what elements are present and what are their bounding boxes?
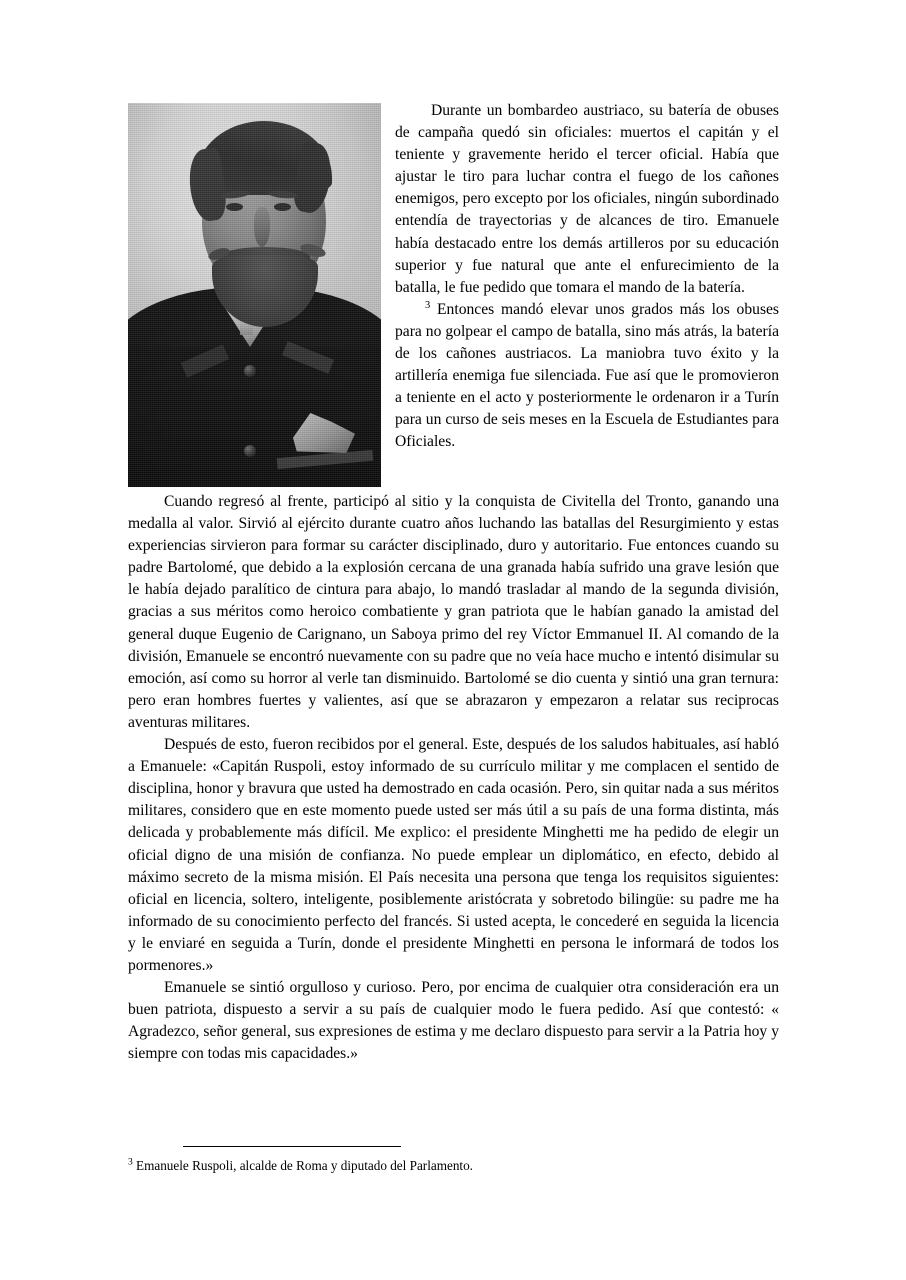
paragraph-3: Cuando regresó al frente, participó al sitio y la conquista de Civitella del Tronto, ganando una medalla al valor. Sirvió al ejército durante cuatro años luchando las batallas del Resurgimiento y estas experiencias sirvieron para formar su carácter disciplinado, duro y autoritario. Fue entonces cuando su padre Bartolomé, que debido a la explosión cercana de una granada había sufrido una grave lesión que le había dejado paralítico de cintura para abajo, lo mandó trasladar al mando de la segunda división, gracias a sus méritos como heroico combatiente y gran patriota que le habían ganado la amistad del general duque Eugenio de Carignano, un Saboya primo del rey Víctor Emmanuel II. Al comando de la división, Emanuele se encontró nuevamente con su padre que no veía hace mucho e intentó disimular su emoción, así como su horror al verle tan disminuido. Bartolomé se dio cuenta y sintió una gran ternura: pero eran hombres fuertes y valientes, así que se abrazaron y empezaron a relatar sus reciprocas aventuras militares. [128,493,779,731]
text-content-area [128,100,779,1065]
paragraph-1: Durante un bombardeo austriaco, su batería de obuses de campaña quedó sin oficiales: muertos el capitán y el teniente y gravemente herido el tercer oficial. Había que ajustar le tiro para luchar contra el fuego de los cañones enemigos, pero excepto por los oficiales, ningún subordinado entendía de trayectorias y de alcances de tiro. Emanuele había destacado entre los demás artilleros por su educación superior y fue natural que ante el enfurecimiento de la batalla, le fue pedido que tomara el mando de la batería. [395,102,779,296]
footnote-entry [128,1157,779,1175]
portrait-image [128,103,381,487]
footnote-text: Emanuele Ruspoli, alcalde de Roma y diputado del Parlamento. [132,1158,473,1173]
footnote-reference-3[interactable]: 3 [425,299,431,311]
paragraph-4: Después de esto, fueron recibidos por el general. Este, después de los saludos habituales, así habló a Emanuele: «Capitán Ruspoli, estoy informado de su currículo militar y me complacen el sentido de disciplina, honor y bravura que usted ha demostrado en cada ocasión. Pero, sin quitar nada a sus méritos militares, considero que en este momento puede usted ser más útil a su país de una forma distinta, más delicada y probablemente más difícil. Me explico: el presidente Minghetti me ha pedido de elegir un oficial digno de una misión de confianza. No puede emplear un diplomático, en efecto, debido al máximo secreto de la misma misión. El País necesita una persona que tenga los requisitos siguientes: oficial en licencia, soltero, inteligente, posiblemente aristócrata y sobretodo bilingüe: su padre me ha informado de su conocimiento perfecto del francés. Si usted acepta, le concederé en seguida la licencia y le enviaré en seguida a Turín, donde el presidente Minghetti en persona le informará de todos los pormenores.» [128,736,779,974]
portrait-vignette [128,103,381,487]
paragraph-2-text: Entonces mandó elevar unos grados más los obuses para no golpear el campo de batalla, sino más atrás, la batería de los cañones austriacos. La maniobra tuvo éxito y la artillería enemiga fue silenciada. Fue así que le promovieron a teniente en el acto y posteriormente le ordenaron ir a Turín para un curso de seis meses en la Escuela de Estudiantes para Oficiales. [395,300,779,451]
portrait-figure [128,103,381,487]
footnote-area [128,1146,779,1175]
footnote-separator-rule [183,1146,401,1147]
footnote-marker: 3 [128,1157,133,1168]
paragraph-5: Emanuele se sintió orgulloso y curioso. Pero, por encima de cualquier otra consideración era un buen patriota, dispuesto a servir a su país de cualquier modo le fuera pedido. Así que contestó: « Agradezco, señor general, sus expresiones de estima y me declaro dispuesto para servir a la Patria hoy y siempre con todas mis capacidades.» [128,979,779,1063]
